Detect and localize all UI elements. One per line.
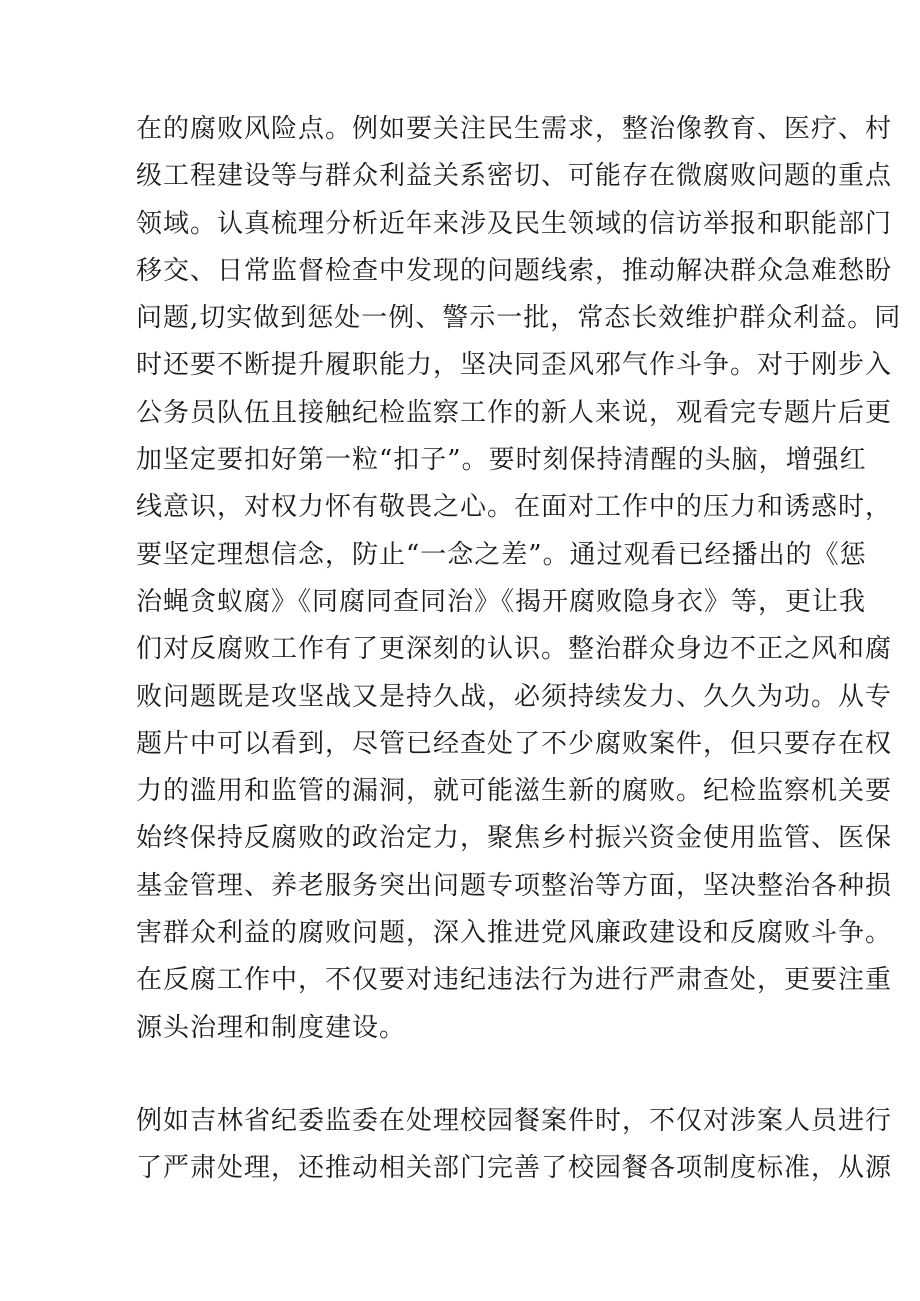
text-line: 败问题既是攻坚战又是持久战，必须持续发力、久久为功。从专 bbox=[136, 681, 893, 712]
text-line: 加坚定要扣好第一粒“扣子”。要时刻保持清醒的头脑，增强红 bbox=[136, 445, 867, 476]
text-line: 例如吉林省纪委监委在处理校园餐案件时，不仅对涉案人员进行 bbox=[136, 1106, 893, 1136]
text-line: 级工程建设等与群众利益关系密切、可能存在微腐败问题的重点 bbox=[136, 161, 893, 192]
text-line: 害群众利益的腐败问题，深入推进党风廉政建设和反腐败斗争。 bbox=[136, 918, 893, 949]
text-line: 领域。认真梳理分析近年来涉及民生领域的信访举报和职能部门 bbox=[136, 208, 893, 239]
text-line: 始终保持反腐败的政治定力，聚焦乡村振兴资金使用监管、医保 bbox=[136, 823, 893, 854]
text-line: 移交、日常监督检查中发现的问题线索，推动解决群众急难愁盼 bbox=[136, 255, 893, 286]
text-line: 源头治理和制度建设。 bbox=[136, 1012, 407, 1043]
text-line: 题片中可以看到，尽管已经查处了不少腐败案件，但只要存在权 bbox=[136, 728, 893, 759]
text-line: 了严肃处理，还推动相关部门完善了校园餐各项制度标准，从源 bbox=[136, 1153, 893, 1184]
text-line: 要坚定理想信念，防止“一念之差”。通过观看已经播出的《惩 bbox=[136, 539, 867, 570]
text-line: 基金管理、养老服务突出问题专项整治等方面，坚决整治各种损 bbox=[136, 870, 893, 901]
text-line: 时还要不断提升履职能力，坚决同歪风邪气作斗争。对于刚步入 bbox=[136, 350, 893, 381]
text-line: 力的滥用和监管的漏洞，就可能滋生新的腐败。纪检监察机关要 bbox=[136, 776, 893, 807]
body-paragraph-1 bbox=[136, 106, 902, 1052]
body-paragraph-2 bbox=[136, 1098, 893, 1193]
text-line: 公务员队伍且接触纪检监察工作的新人来说，观看完专题片后更 bbox=[136, 397, 893, 428]
text-line: 线意识，对权力怀有敬畏之心。在面对工作中的压力和诱惑时， bbox=[136, 492, 893, 523]
text-line: 治蝇贪蚁腐》《同腐同查同治》《揭开腐败隐身衣》等，更让我 bbox=[136, 586, 867, 617]
text-line: 问题,切实做到惩处一例、警示一批，常态长效维护群众利益。同 bbox=[136, 303, 902, 334]
text-line: 们对反腐败工作有了更深刻的认识。整治群众身边不正之风和腐 bbox=[136, 634, 893, 665]
text-line: 在反腐工作中，不仅要对违纪违法行为进行严肃查处，更要注重 bbox=[136, 965, 893, 996]
text-line: 在的腐败风险点。例如要关注民生需求，整治像教育、医疗、村 bbox=[136, 114, 893, 144]
